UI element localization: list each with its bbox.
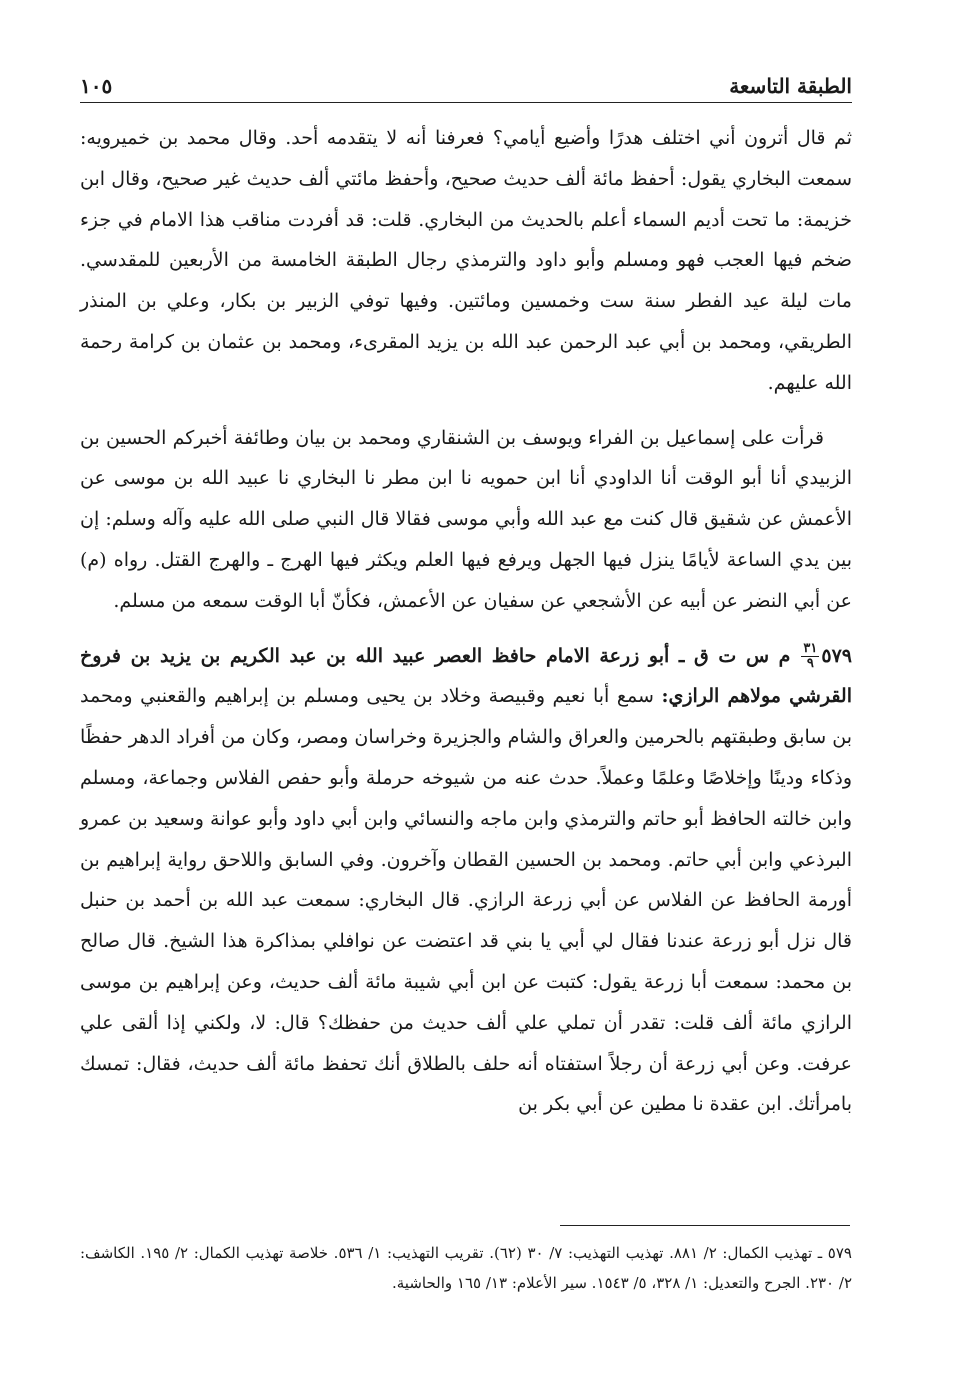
main-text xyxy=(80,118,852,1125)
running-title: الطبقة التاسعة xyxy=(729,74,852,98)
paragraph-hadith-chain: قرأت على إسماعيل بن الفراء ويوسف بن الشنقاري ومحمد بن بيان وطائفة أخبركم الحسين بن الزبيدي أنا أبو الوقت أنا الداودي أنا ابن حمويه نا ابن مطر نا البخاري نا عبيد الله بن موسى عن الأعمش عن شقيق قال كنت مع عبد الله وأبي موسى فقالا قال النبي صلى الله عليه وآله وسلم: إن بين يدي الساعة لأيامًا ينزل فيها الجهل ويرفع فيها العلم ويكثر فيها الهرج ـ والهرج القتل. رواه (م) عن أبي النضر عن أبيه عن الأشجعي عن سفيان عن الأعمش، فكأنّ أبا الوقت سمعه من مسلم. xyxy=(80,426,852,612)
paragraph-abu-zura-entry xyxy=(80,636,852,1126)
page-header xyxy=(80,58,852,103)
fraction-numerator: ٣١ xyxy=(803,641,818,657)
entry-heading: م س ت ق ـ أبو زرعة الامام حافظ العصر عبيد الله بن عبد الكريم بن يزيد بن فروخ القرشي مولاهم الرازي: xyxy=(80,644,852,708)
footnotes xyxy=(80,1238,852,1298)
footnote-579: ٥٧٩ ـ تهذيب الكمال: ٢/ ٨٨١. تهذيب التهذيب: ٧/ ٣٠ (٦٢). تقريب التهذيب: ١/ ٥٣٦. خلاصة تهذيب الكمال: ٢/ ١٩٥. الكاشف: ٢/ ٢٣٠. الجرح والتعديل: ١/ ٣٢٨، ٥/ ١٥٤٣. سير الأعلام: ١٣/ ١٦٥ والحاشية. xyxy=(80,1244,852,1292)
footnote-divider xyxy=(560,1225,850,1226)
paragraph-bukhari-end: ثم قال أترون أني اختلف هدرًا وأضيع أيامي؟ فعرفنا أنه لا يتقدمه أحد. وقال محمد بن خميرويه: سمعت البخاري يقول: أحفظ مائة ألف حديث صحيح، وأحفظ مائتي ألف حديث غير صحيح، وقال ابن خزيمة: ما تحت أديم السماء أعلم بالحديث من البخاري. قلت: قد أفردت مناقب هذا الامام في جزء ضخم فيها العجب فهو ومسلم وأبو داود والترمذي رجال الطبقة الخامسة من الأربعين للمقدسي. مات ليلة عيد الفطر سنة ست وخمسين ومائتين. وفيها توفي الزبير بن بكار، وعلي بن المنذر الطريقي، ومحمد بن أبي عبد الرحمن عبد الله بن يزيد المقرىء، ومحمد بن عثمان بن كرامة رحمة الله عليهم. xyxy=(80,127,852,394)
entry-text: سمع أبا نعيم وقبيصة وخلاد بن يحيى ومسلم بن إبراهيم والقعنبي ومحمد بن سابق وطبقتهم بالحرمين والعراق والشام والجزيرة وخراسان ومصر، وكان من أفراد الدهر حفظًا وذكاء ودينًا وإخلاصًا وعلمًا وعملاً. حدث عنه من شيوخه حرملة وأبو حفص الفلاس وجماعة، ومسلم وابن خالته الحافظ أبو حاتم والترمذي وابن ماجه والنسائي وابن أبي داود وأبو عوانة وسعيد بن عمرو البرذعي وابن أبي حاتم. ومحمد بن الحسين القطان وآخرون. وفي السابق واللاحق رواية إبراهيم بن أورمة الحافظ عن الفلاس عن أبي زرعة الرازي. قال البخاري: سمعت عبد الله بن أحمد بن حنبل قال نزل أبو زرعة عندنا فقال لي أبي يا بني قد اعتضت عن نوافلي بمذاكرة هذا الشيخ. قال صالح بن محمد: سمعت أبا زرعة يقول: كتبت عن ابن أبي شيبة مائة ألف حديث، وعن إبراهيم بن موسى الرازي مائة ألف قلت: تقدر أن تملي علي ألف حديث من حفظك؟ قال: لا، ولكني إذا ألقى علي عرفت. وعن أبي زرعة أن رجلاً استفتاه أنه حلف بالطلاق أنك تحفظ مائة ألف حديث، فقال: تمسك بامرأتك. ابن عقدة نا مطين عن أبي بكر بن xyxy=(80,685,852,1116)
page-number: ١٠٥ xyxy=(80,74,113,98)
entry-number: ٥٧٩ xyxy=(821,644,852,667)
fraction-denominator: ٩ xyxy=(806,656,814,672)
entry-fraction xyxy=(801,642,819,671)
